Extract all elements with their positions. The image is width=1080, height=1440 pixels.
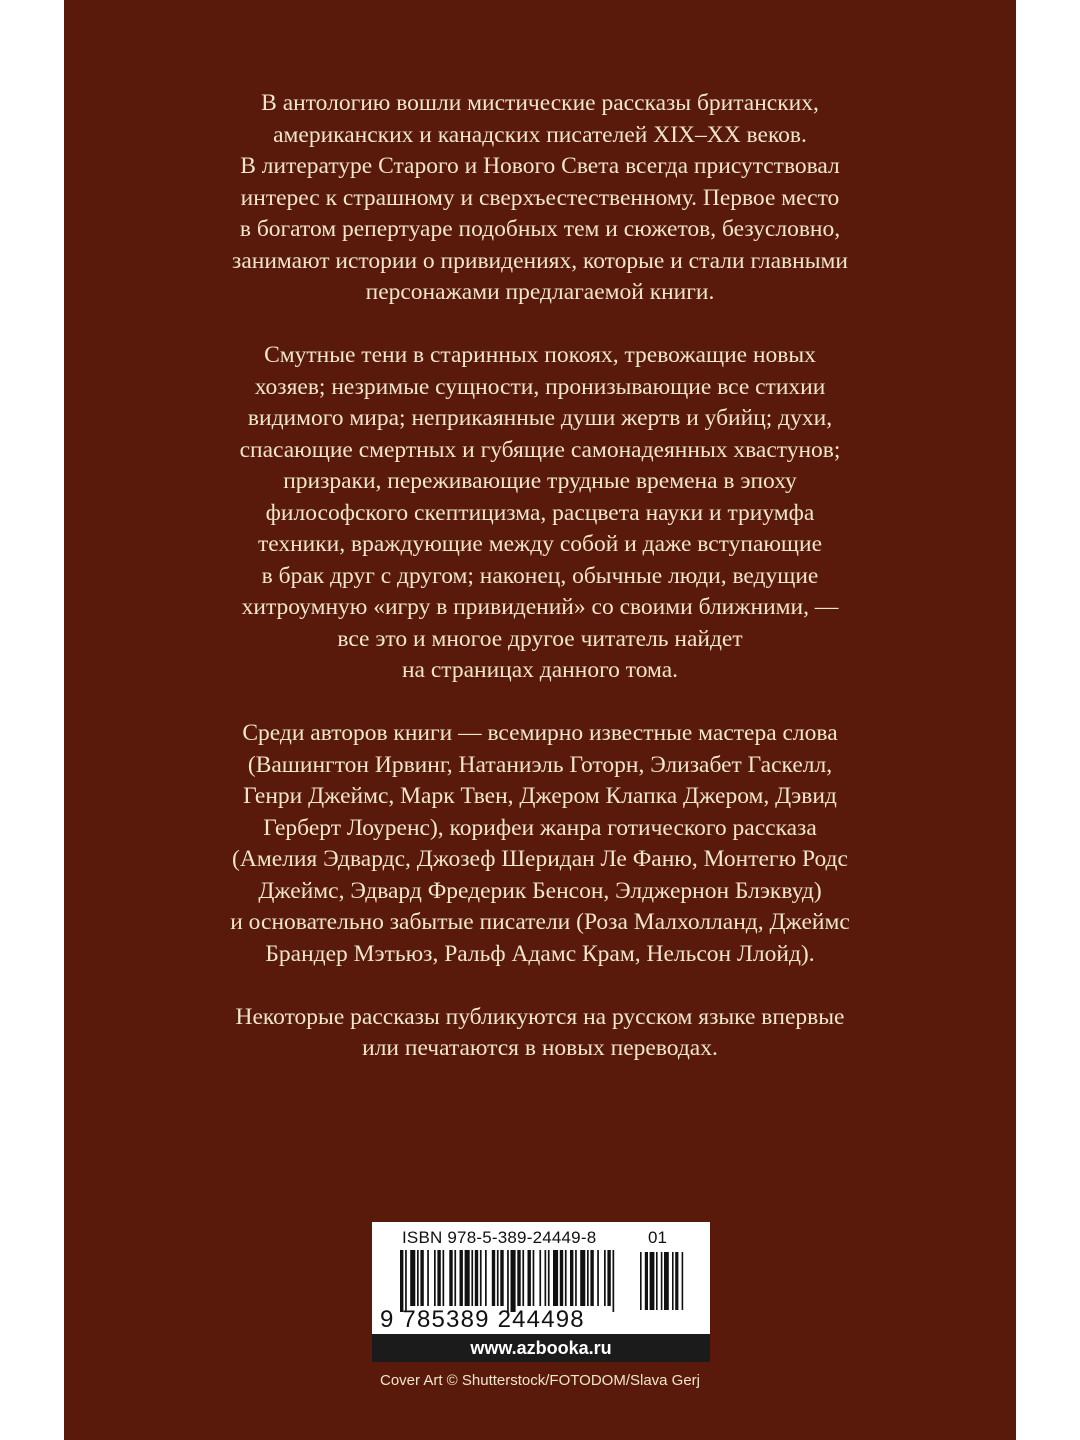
cover-art-credit: Cover Art © Shutterstock/FOTODOM/Slava Gerj xyxy=(379,1372,701,1389)
text-line: (Вашингтон Ирвинг, Натаниэль Готорн, Элизабет Гаскелл, xyxy=(247,751,833,778)
text-line: Джеймс, Эдвард Фредерик Бенсон, Элджернон Блэквуд) xyxy=(258,877,822,904)
text-line: занимают истории о привидениях, которые и стали главными xyxy=(232,247,848,274)
paragraph-themes xyxy=(64,340,1016,687)
isbn-barcode xyxy=(372,1222,710,1362)
ean-digits: 9 785389 244498 xyxy=(380,1306,585,1333)
text-line: все это и многое другое читатель найдет xyxy=(337,625,743,652)
text-line: американских и канадских писателей XIX–XX веков. xyxy=(273,121,807,148)
text-line: на страницах данного тома. xyxy=(401,657,679,683)
paragraph-intro xyxy=(64,88,1016,309)
text-line: Брандер Мэтьюз, Ральф Адамс Крам, Нельсон Ллойд). xyxy=(265,940,815,967)
text-line: Генри Джеймс, Марк Твен, Джером Клапка Джером, Дэвид xyxy=(243,783,837,809)
book-back-cover xyxy=(64,0,1016,1440)
text-line: персонажами предлагаемой книги. xyxy=(365,279,715,305)
paragraph-translations xyxy=(64,1002,1016,1065)
text-line: философского скептицизма, расцвета науки и триумфа xyxy=(265,499,815,526)
text-line: хозяев; незримые сущности, пронизывающие все стихии xyxy=(254,373,826,400)
text-line: (Амелия Эдвардс, Джозеф Шеридан Ле Фаню, Монтегю Родс xyxy=(232,846,848,872)
text-line: В антологию вошли мистические рассказы британских, xyxy=(261,90,819,116)
text-line: призраки, переживающие трудные времена в эпоху xyxy=(283,468,797,494)
text-line: интерес к страшному и сверхъестественному. Первое место xyxy=(240,184,840,211)
text-line: или печатаются в новых переводах. xyxy=(362,1035,718,1061)
text-line: в брак друг с другом; наконец, обычные люди, ведущие xyxy=(261,562,819,589)
paragraph-authors xyxy=(64,718,1016,970)
text-line: В литературе Старого и Нового Света всегда присутствовал xyxy=(240,153,840,179)
text-line: видимого мира; неприкаянные души жертв и убийц; духи, xyxy=(247,405,833,431)
isbn-number: ISBN 978-5-389-24449-8 xyxy=(402,1228,597,1247)
text-line: и основательно забытые писатели (Роза Малхолланд, Джеймс xyxy=(230,909,850,935)
barcode-addon: 01 xyxy=(648,1228,667,1247)
text-line: Некоторые рассказы публикуются на русском языке впервые xyxy=(235,1003,845,1030)
text-line: Смутные тени в старинных покоях, тревожащие новых xyxy=(264,342,816,368)
annotation-text xyxy=(64,88,1016,1096)
text-line: спасающие смертных и губящие самонадеянных хвастунов; xyxy=(239,436,841,463)
publisher-website: www.azbooka.ru xyxy=(372,1334,710,1362)
text-line: техники, враждующие между собой и даже вступающие xyxy=(257,531,823,557)
text-line: хитроумную «игру в привидений» со своими ближними, — xyxy=(241,594,839,620)
text-line: Герберт Лоуренс), корифеи жанра готического рассказа xyxy=(263,814,817,841)
text-line: Среди авторов книги — всемирно известные мастера слова xyxy=(242,720,838,746)
text-line: в богатом репертуаре подобных тем и сюжетов, безусловно, xyxy=(239,216,841,242)
